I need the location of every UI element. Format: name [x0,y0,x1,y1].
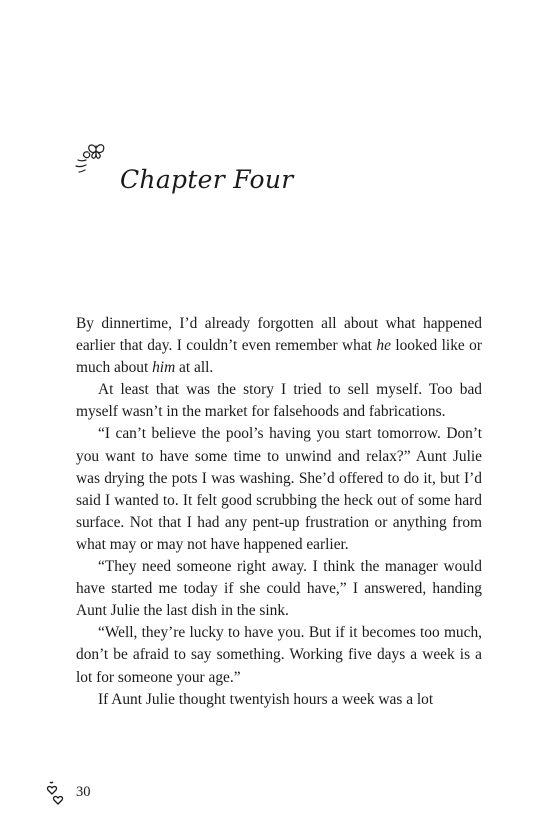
paragraph-1-text-a: By dinnertime, I’d already forgotten all about what happened earlier that day. I couldn’t even remember what [76,315,482,355]
paragraph-4: “They need someone right away. I think the manager would have started me today if she could have,” I answered, handing Aunt Julie the last dish in the sink. [76,558,482,620]
paragraph-1-emphasis-him: him [152,359,176,377]
paragraph-1-text-c: at all. [175,359,214,377]
paragraph-5: “Well, they’re lucky to have you. But if it becomes too much, don’t be afraid to say something. Working five days a week is a lot for someone your age.” [76,624,482,686]
paragraph-1-emphasis-he: he [376,337,391,355]
paragraph-6: If Aunt Julie thought twentyish hours a week was a lot [98,690,434,708]
butterfly-swirl-icon [72,140,122,188]
chapter-title: Chapter Four [120,165,294,194]
paragraph-2: At least that was the story I tried to sell myself. Too bad myself wasn’t in the market for falsehoods and fabrications. [76,381,482,421]
paragraph-1 [76,313,482,379]
hearts-icon [44,778,68,806]
page-number: 30 [76,784,91,800]
paragraph-3: “I can’t believe the pool’s having you start tomorrow. Don’t you want to have some time to unwind and relax?” Aunt Julie was drying the pots I was washing. She’d offered to do it, but I’d said I wanted to. It felt good scrubbing the heck out of some hard surface. Not that I had any pent-up frustration or anything from what may or may not have happened earlier. [76,425,482,553]
body-text [76,313,482,711]
paragraph-1-text-b: looked like or much about [76,337,482,377]
